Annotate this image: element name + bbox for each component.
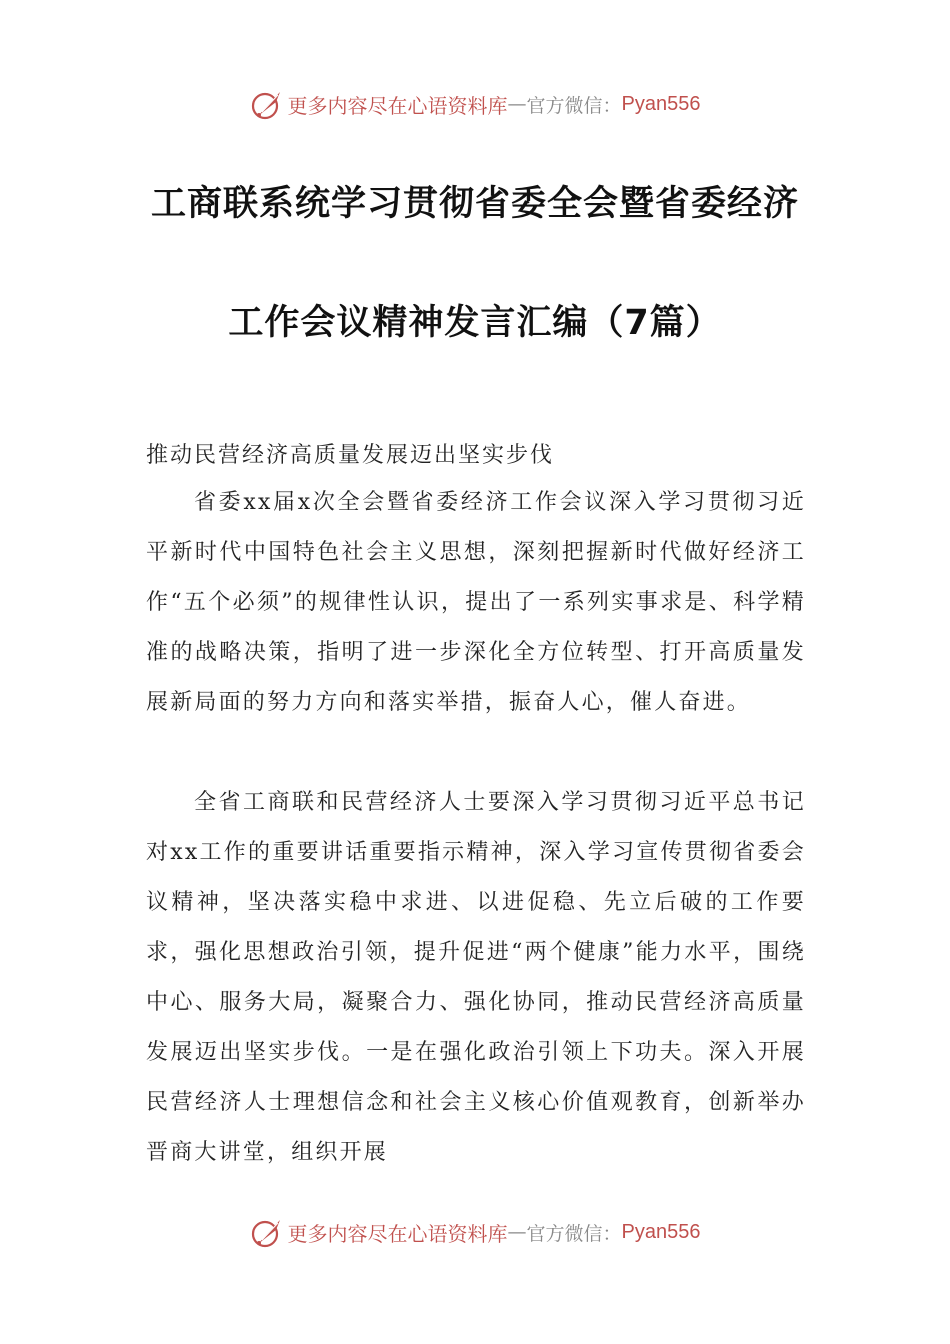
body-paragraph-2: 全省工商联和民营经济人士要深入学习贯彻习近平总书记对xx工作的重要讲话重要指示精神，深入学习宣传贯彻省委会议精神，坚决落实稳中求进、以进促稳、先立后破的工作要求，强化思想政治引领，提升促进“两个健康”能力水平，围绕中心、服务大局，凝聚合力、强化协同，推动民营经济高质量发展迈出坚实步伐。一是在强化政治引领上下功夫。深入开展民营经济人士理想信念和社会主义核心价值观教育，创新举办晋商大讲堂，组织开展 (146, 790, 806, 1165)
watermark-banner-bottom (0, 1212, 950, 1252)
body-paragraph-1: 省委xx届x次全会暨省委经济工作会议深入学习贯彻习近平新时代中国特色社会主义思想，深刻把握新时代做好经济工作“五个必须”的规律性认识，提出了一系列实事求是、科学精准的战略决策，指明了进一步深化全方位转型、打开高质量发展新局面的努力方向和落实举措，振奋人心，催人奋进。 (146, 490, 806, 715)
document-title-line2: 工作会议精神发言汇编（7篇） (228, 303, 722, 343)
watermark-banner-top (0, 84, 950, 124)
watermark-wechat-id: Pyan556 (621, 1220, 701, 1243)
watermark-wechat-id: Pyan556 (621, 92, 701, 115)
watermark-brand: 更多内容尽在心语资料库 (287, 1221, 508, 1246)
document-title-line1: 工商联系统学习贯彻省委全会暨省委经济 (150, 184, 799, 224)
section-subtitle: 推动民营经济高质量发展迈出坚实步伐 (146, 443, 555, 468)
watermark-label: 官方微信： (526, 94, 622, 117)
quill-logo-icon (250, 86, 286, 122)
watermark-separator: — (507, 1221, 527, 1243)
quill-logo-icon (250, 1214, 286, 1250)
watermark-brand: 更多内容尽在心语资料库 (287, 93, 508, 118)
watermark-label: 官方微信： (526, 1222, 622, 1245)
watermark-separator: — (507, 93, 527, 115)
